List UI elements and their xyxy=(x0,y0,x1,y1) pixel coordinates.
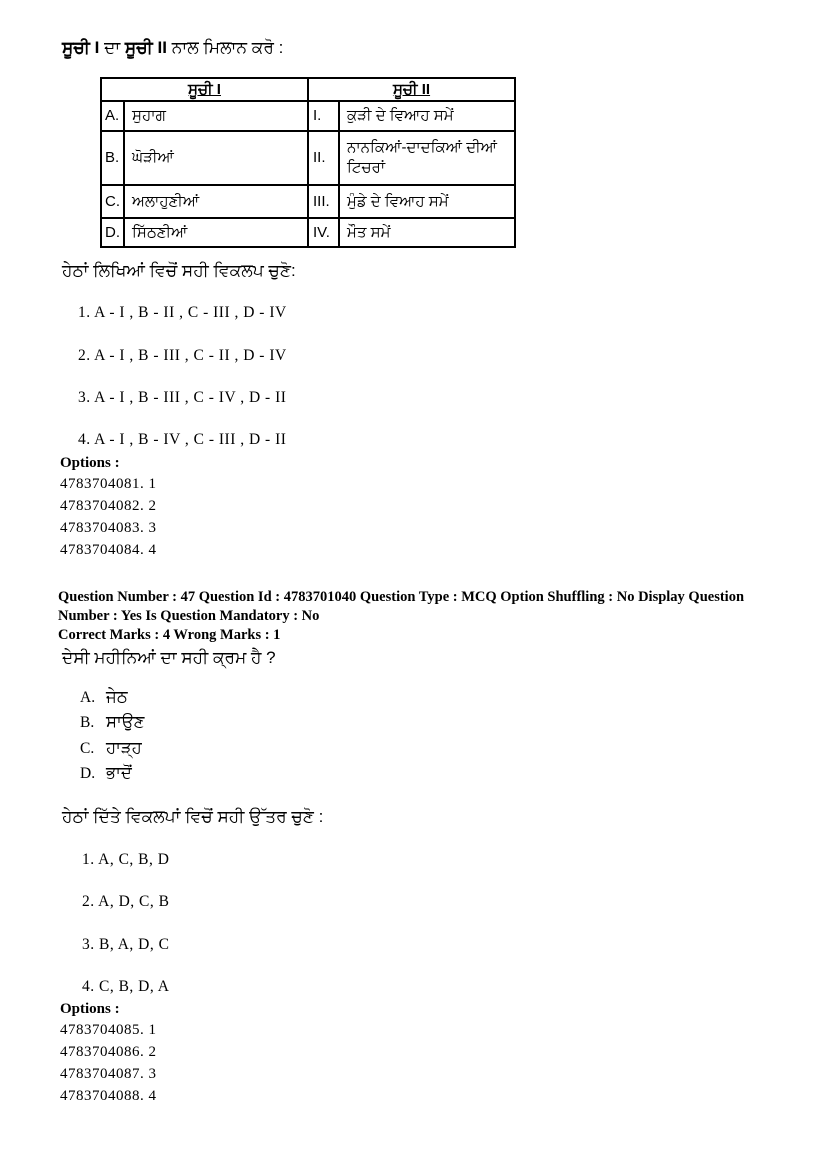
q46-options-label: Options : xyxy=(60,455,120,471)
row-d-roman: IV. xyxy=(308,218,339,247)
q47-item-c-name: ਹਾੜ੍ਹ xyxy=(106,739,142,757)
q47-metadata-marks: Correct Marks : 4 Wrong Marks : 1 xyxy=(58,627,281,643)
q47-option-id-4: 4783704088. 4 xyxy=(60,1088,157,1104)
q46-choice-4: 4. A - I , B - IV , C - III , D - II xyxy=(78,431,287,448)
table-row xyxy=(101,185,515,218)
row-c-list1: ਅਲਾਹੁਣੀਆਂ xyxy=(124,185,308,218)
row-c-list2: ਮੁੰਡੇ ਦੇ ਵਿਆਹ ਸਮੇਂ xyxy=(339,185,515,218)
q47-item-a-letter: A. xyxy=(80,689,96,706)
q47-item-c-letter: C. xyxy=(80,740,95,757)
q46-option-id-1: 4783704081. 1 xyxy=(60,476,157,492)
row-b-list2: ਨਾਨਕਿਆਂ-ਦਾਦਕਿਆਂ ਦੀਆਂ ਟਿਚਰਾਂ xyxy=(339,131,515,185)
row-a-list2: ਕੁੜੀ ਦੇ ਵਿਆਹ ਸਮੇਂ xyxy=(339,101,515,131)
q46-prompt: ਹੇਠਾਂ ਲਿਖਿਆਂ ਵਿਚੋਂ ਸਹੀ ਵਿਕਲਪ ਚੁਣੋ: xyxy=(62,261,296,280)
match-table xyxy=(100,77,516,248)
row-b-list1: ਘੋੜੀਆਂ xyxy=(124,131,308,185)
q47-choice-3: 3. B, A, D, C xyxy=(82,936,170,953)
q47-prompt: ਹੇਠਾਂ ਦਿੱਤੇ ਵਿਕਲਪਾਂ ਵਿਚੋਂ ਸਹੀ ਉੱਤਰ ਚੁਣੋ : xyxy=(62,807,324,826)
row-d-list2: ਮੌਤ ਸਮੇਂ xyxy=(339,218,515,247)
q47-choice-4: 4. C, B, D, A xyxy=(82,978,170,995)
q46-option-id-4: 4783704084. 4 xyxy=(60,542,157,558)
q47-item-d-letter: D. xyxy=(80,765,96,782)
q46-heading-list2: ਸੂਚੀ II xyxy=(124,38,167,57)
q47-choice-2: 2. A, D, C, B xyxy=(82,893,170,910)
q46-option-id-2: 4783704082. 2 xyxy=(60,498,157,514)
q46-heading-list1: ਸੂਚੀ I xyxy=(62,38,100,57)
q47-item-b-letter: B. xyxy=(80,714,95,731)
q47-option-id-2: 4783704086. 2 xyxy=(60,1044,157,1060)
row-d-list1: ਸਿੱਠਣੀਆਂ xyxy=(124,218,308,247)
q46-choice-1: 1. A - I , B - II , C - III , D - IV xyxy=(78,304,287,321)
table-row xyxy=(101,101,515,131)
row-b-letter: B. xyxy=(101,131,124,185)
q47-item-b xyxy=(80,713,144,732)
q47-item-c xyxy=(80,739,142,758)
q46-option-id-3: 4783704083. 3 xyxy=(60,520,157,536)
q47-metadata xyxy=(58,588,796,645)
q47-item-d-name: ਭਾਦੋਂ xyxy=(106,764,132,782)
q47-metadata-line1: Question Number : 47 Question Id : 4783701040 Question Type : MCQ Option Shuffling : No Display Question Number : Yes Is Question Mandatory : No xyxy=(58,589,745,624)
q47-choice-1: 1. A, C, B, D xyxy=(82,851,170,868)
row-a-list1: ਸੁਹਾਗ xyxy=(124,101,308,131)
q47-options-label: Options : xyxy=(60,1001,120,1017)
match-table-header-list1: ਸੂਚੀ I xyxy=(101,78,308,101)
q46-heading-mid: ਦਾ xyxy=(99,38,125,57)
q46-heading xyxy=(62,36,283,60)
q47-item-d xyxy=(80,764,132,783)
table-row xyxy=(101,131,515,185)
match-table-header-row xyxy=(101,78,515,101)
q46-heading-rest: ਨਾਲ ਮਿਲਾਨ ਕਰੋ : xyxy=(166,38,284,57)
q47-item-b-name: ਸਾਉਣ xyxy=(106,713,145,731)
row-d-letter: D. xyxy=(101,218,124,247)
q47-item-a xyxy=(80,688,128,707)
row-b-roman: II. xyxy=(308,131,339,185)
table-row xyxy=(101,218,515,247)
q47-question-text: ਦੇਸੀ ਮਹੀਨਿਆਂ ਦਾ ਸਹੀ ਕ੍ਰਮ ਹੈ ? xyxy=(62,648,276,667)
match-table-header-list2: ਸੂਚੀ II xyxy=(308,78,515,101)
row-c-letter: C. xyxy=(101,185,124,218)
row-c-roman: III. xyxy=(308,185,339,218)
q47-item-a-name: ਜੇਠ xyxy=(106,688,128,706)
row-a-letter: A. xyxy=(101,101,124,131)
q46-choice-2: 2. A - I , B - III , C - II , D - IV xyxy=(78,347,287,364)
q47-option-id-1: 4783704085. 1 xyxy=(60,1022,157,1038)
row-a-roman: I. xyxy=(308,101,339,131)
q46-choice-3: 3. A - I , B - III , C - IV , D - II xyxy=(78,389,287,406)
q47-option-id-3: 4783704087. 3 xyxy=(60,1066,157,1082)
